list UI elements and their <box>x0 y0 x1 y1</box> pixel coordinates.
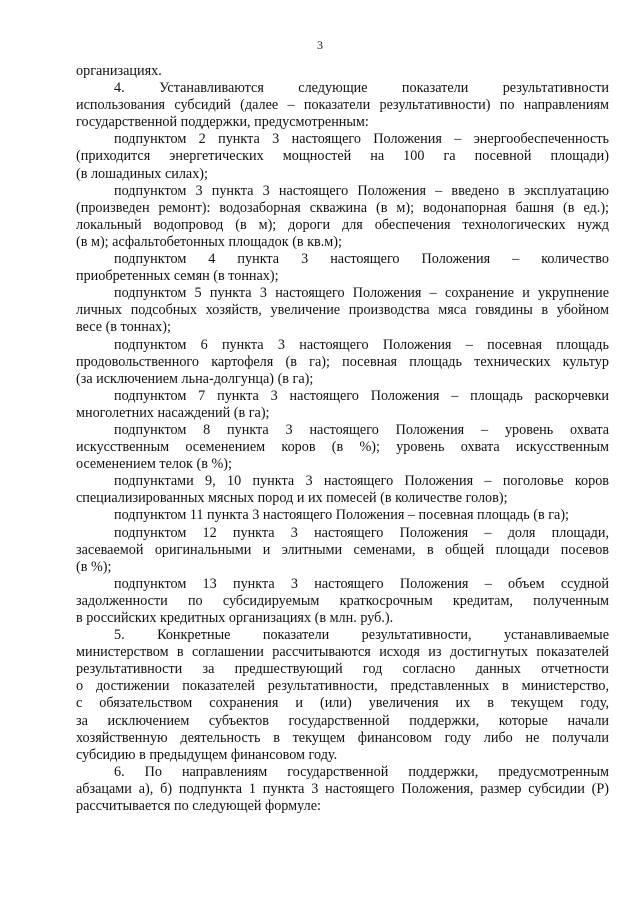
text-line: (в лошадиных силах); <box>76 165 208 182</box>
text-line: субсидию в предыдущем финансовом году. <box>76 746 338 763</box>
text-line: подпунктом 6 пункта 3 настоящего Положения – посевная площадь <box>114 336 609 353</box>
text-line: абзацами а), б) подпункта 1 пункта 3 настоящего Положения, размер субсидии (Р) <box>76 780 609 797</box>
text-line: в российских кредитных организациях (в млн. руб.). <box>76 610 394 626</box>
text-line: результативности за предшествующий год согласно данных отчетности <box>76 661 609 678</box>
text-line: (за исключением льна-долгунца) (в га); <box>76 370 314 387</box>
text-line: искусственным осеменением коров (в %); уровень охвата искусственным <box>76 439 609 456</box>
text-line: 6. По направлениям государственной поддержки, предусмотренным <box>114 763 609 780</box>
text-line: подпунктом 4 пункта 3 настоящего Положения – количество <box>114 251 609 268</box>
text-line: за исключением субъектов государственной поддержки, которые начали <box>76 712 609 729</box>
text-line: личных подсобных хозяйств, увеличение производства мяса говядины в убойном <box>76 302 609 319</box>
text-line: министерством в соглашении рассчитываются исходя из достигнутых показателей <box>76 644 609 661</box>
text-line: весе (в тоннах); <box>76 319 171 336</box>
text-line: о достижении показателей результативности, представленных в министерство, <box>76 678 609 695</box>
text-line: продовольственного картофеля (в га); посевная площадь технических культур <box>76 353 609 370</box>
text-line: подпунктом 12 пункта 3 настоящего Положения – доля площади, <box>114 524 609 541</box>
text-line: (приходится энергетических мощностей на 100 га посевной площади) <box>76 148 609 165</box>
text-line: подпунктами 9, 10 пункта 3 настоящего Положения – поголовье коров <box>114 473 609 490</box>
text-line: хозяйственную деятельность в текущем финансовом году либо не получали <box>76 729 609 746</box>
text-line: подпунктом 5 пункта 3 настоящего Положения – сохранение и укрупнение <box>114 285 609 302</box>
text-line: специализированных мясных пород и их помесей (в количестве голов); <box>76 490 508 507</box>
text-line: приобретенных семян (в тоннах); <box>76 268 279 285</box>
text-line: многолетних насаждений (в га); <box>76 404 270 421</box>
text-line: подпунктом 2 пункта 3 настоящего Положения – энергообеспеченность <box>114 131 609 148</box>
text-line: организациях. <box>76 63 162 79</box>
text-line: государственной поддержки, предусмотренным: <box>76 114 369 131</box>
text-line: использования субсидий (далее – показатели результативности) по направлениям <box>76 97 609 114</box>
text-line: подпунктом 3 пункта 3 настоящего Положения – введено в эксплуатацию <box>114 182 609 199</box>
text-line: осеменением телок (в %); <box>76 456 232 473</box>
text-line: задолженности по субсидируемым краткосрочным кредитам, полученным <box>76 592 609 609</box>
text-line: (в м); асфальтобетонных площадок (в кв.м); <box>76 233 342 250</box>
text-line: подпунктом 7 пункта 3 настоящего Положения – площадь раскорчевки <box>114 387 609 404</box>
text-line: (произведен ремонт): водозаборная скважина (в м); водонапорная башня (в ед.); <box>76 199 609 216</box>
text-line: (в %); <box>76 558 112 575</box>
text-line: локальный водопровод (в м); дороги для обеспечения технологических нужд <box>76 216 609 233</box>
text-line: рассчитывается по следующей формуле: <box>76 798 321 815</box>
document-body <box>76 63 609 815</box>
page-number: 3 <box>317 38 323 52</box>
text-line: засеваемой оригинальными и элитными семенами, в общей площади посевов <box>76 541 609 558</box>
text-line: подпунктом 8 пункта 3 настоящего Положения – уровень охвата <box>114 421 609 438</box>
text-line: с обязательством сохранения и (или) увеличения их в текущем году, <box>76 695 609 712</box>
text-line: 5. Конкретные показатели результативности, устанавливаемые <box>114 627 609 644</box>
text-line: подпунктом 11 пункта 3 настоящего Положения – посевная площадь (в га); <box>114 507 569 524</box>
text-line: 4. Устанавливаются следующие показатели результативности <box>114 80 609 97</box>
text-line: подпунктом 13 пункта 3 настоящего Положения – объем ссудной <box>114 575 609 592</box>
